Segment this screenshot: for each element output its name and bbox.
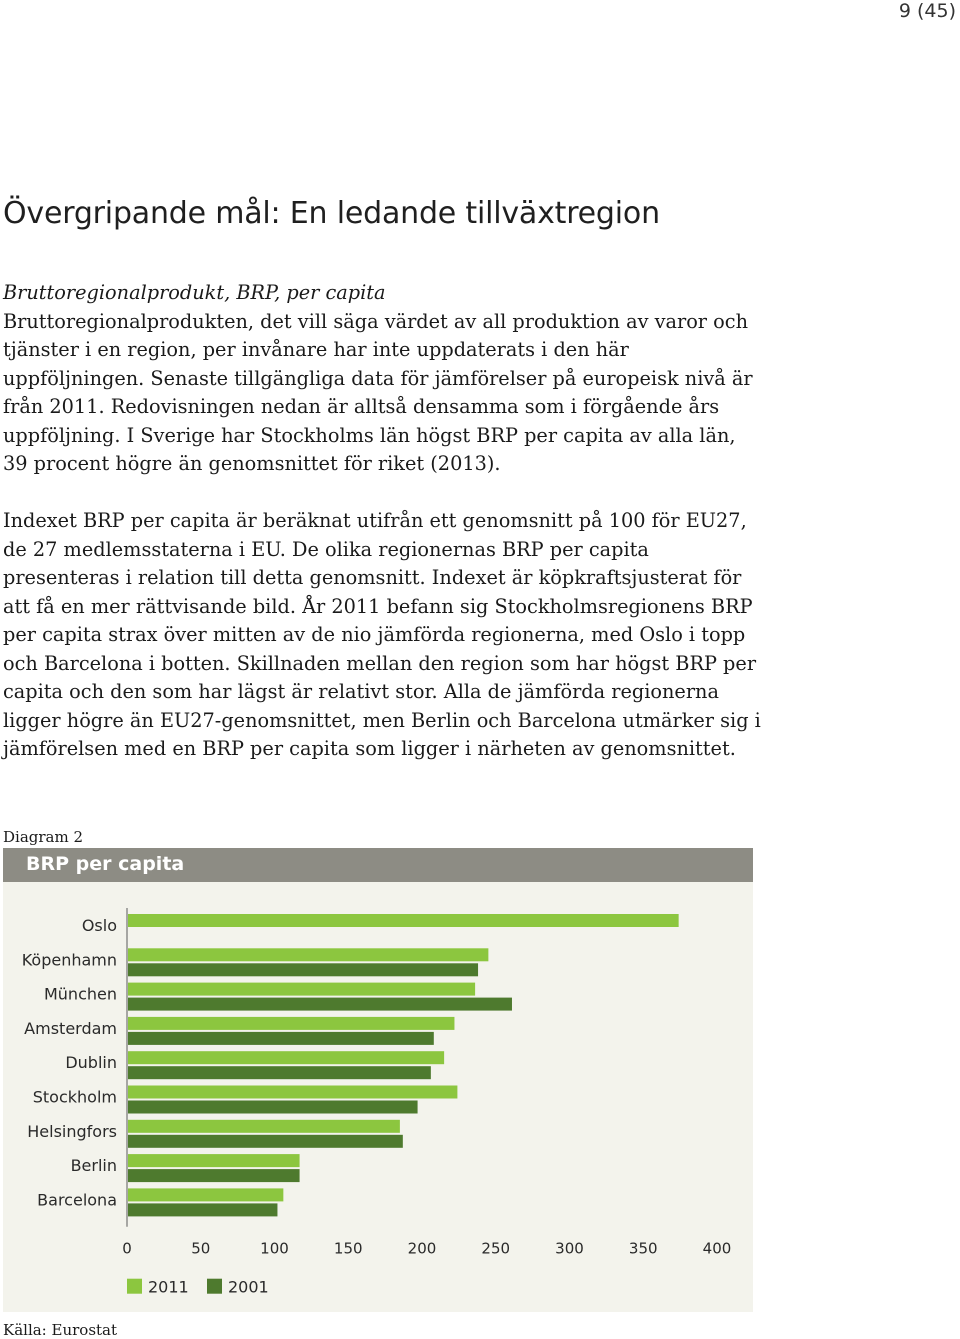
diagram-label: Diagram 2	[3, 828, 84, 846]
x-tick-label: 400	[702, 1239, 732, 1258]
chart-title: BRP per capita	[26, 853, 185, 875]
category-label: Barcelona	[37, 1190, 117, 1210]
bar-2001-stockholm	[128, 1101, 418, 1114]
x-tick-label: 200	[407, 1239, 437, 1258]
category-label: Helsingfors	[27, 1121, 117, 1141]
legend-swatch-2011	[127, 1279, 142, 1294]
x-tick-label: 350	[628, 1239, 658, 1258]
bar-2001-amsterdam	[128, 1032, 434, 1045]
x-tick-label: 250	[481, 1239, 511, 1258]
chart-header	[3, 848, 753, 882]
section-subheading: Bruttoregionalprodukt, BRP, per capita	[3, 281, 386, 304]
category-label: München	[43, 984, 117, 1004]
brp-chart	[3, 848, 753, 1312]
bar-2001-münchen	[128, 998, 512, 1011]
bar-2011-stockholm	[128, 1086, 457, 1099]
category-label: Stockholm	[32, 1087, 117, 1107]
index-paragraph: Indexet BRP per capita är beräknat utifrån ett genomsnitt på 100 för EU27, de 27 medlemsstaterna i EU. De olika regionernas BRP per capita presenteras i relation till detta genomsnitt. Indexet är köpkraftsjusterat för att få en mer rättvisande bild. År 2011 befann sig Stockholmsregionens BRP per capita strax över mitten av de nio jämförda regionerna, med Oslo i topp och Barcelona i botten. Skillnaden mellan den region som har högst BRP per capita och den som har lägst är relativt stor. Alla de jämförda regionerna ligger högre än EU27-genomsnittet, men Berlin och Barcelona utmärker sig i jämförelsen med en BRP per capita som ligger i närheten av genomsnittet.	[3, 509, 761, 760]
bar-2011-barcelona	[128, 1188, 283, 1201]
x-tick-label: 300	[555, 1239, 584, 1258]
source-note: Källa: Eurostat	[3, 1321, 118, 1339]
intro-paragraph-body: Bruttoregionalprodukten, det vill säga värdet av all produktion av varor och tjänster i en region, per invånare har inte uppdaterats i den här uppföljningen. Senaste tillgängliga data för jämförelser på europeisk nivå är från 2011. Redovisningen nedan är alltså densamma som i förgående års uppföljning. I Sverige har Stockholms län högst BRP per capita av alla län, 39 procent högre än genomsnittet för riket (2013).	[3, 309, 753, 475]
bar-2001-dublin	[128, 1066, 431, 1079]
bar-2001-berlin	[128, 1169, 300, 1182]
x-tick-label: 0	[122, 1239, 132, 1258]
page-number: 9 (45)	[898, 0, 956, 22]
category-label: Oslo	[81, 916, 117, 935]
x-tick-label: 50	[191, 1239, 211, 1258]
x-tick-label: 150	[333, 1239, 363, 1258]
chart-plot	[3, 882, 753, 1312]
legend-swatch-2001	[207, 1279, 222, 1294]
category-label: Berlin	[70, 1156, 117, 1176]
page-title: Övergripande mål: En ledande tillväxtregion	[3, 196, 660, 231]
bar-2011-köpenhamn	[128, 948, 488, 961]
legend-label-2011: 2011	[148, 1277, 189, 1297]
category-label: Köpenhamn	[21, 950, 117, 970]
bar-2011-dublin	[128, 1051, 444, 1064]
bar-2001-barcelona	[128, 1203, 277, 1216]
bar-2011-helsingfors	[128, 1120, 400, 1133]
category-label: Amsterdam	[24, 1018, 117, 1038]
bar-2011-berlin	[128, 1154, 300, 1167]
bar-2011-amsterdam	[128, 1017, 454, 1030]
intro-paragraph	[3, 279, 763, 479]
x-tick-label: 100	[260, 1239, 289, 1258]
bar-2001-helsingfors	[128, 1135, 403, 1148]
bar-2011-oslo	[128, 914, 679, 927]
bar-2011-münchen	[128, 983, 475, 996]
legend-label-2001: 2001	[228, 1277, 269, 1297]
category-label: Dublin	[65, 1053, 117, 1073]
bar-2001-köpenhamn	[128, 963, 478, 976]
